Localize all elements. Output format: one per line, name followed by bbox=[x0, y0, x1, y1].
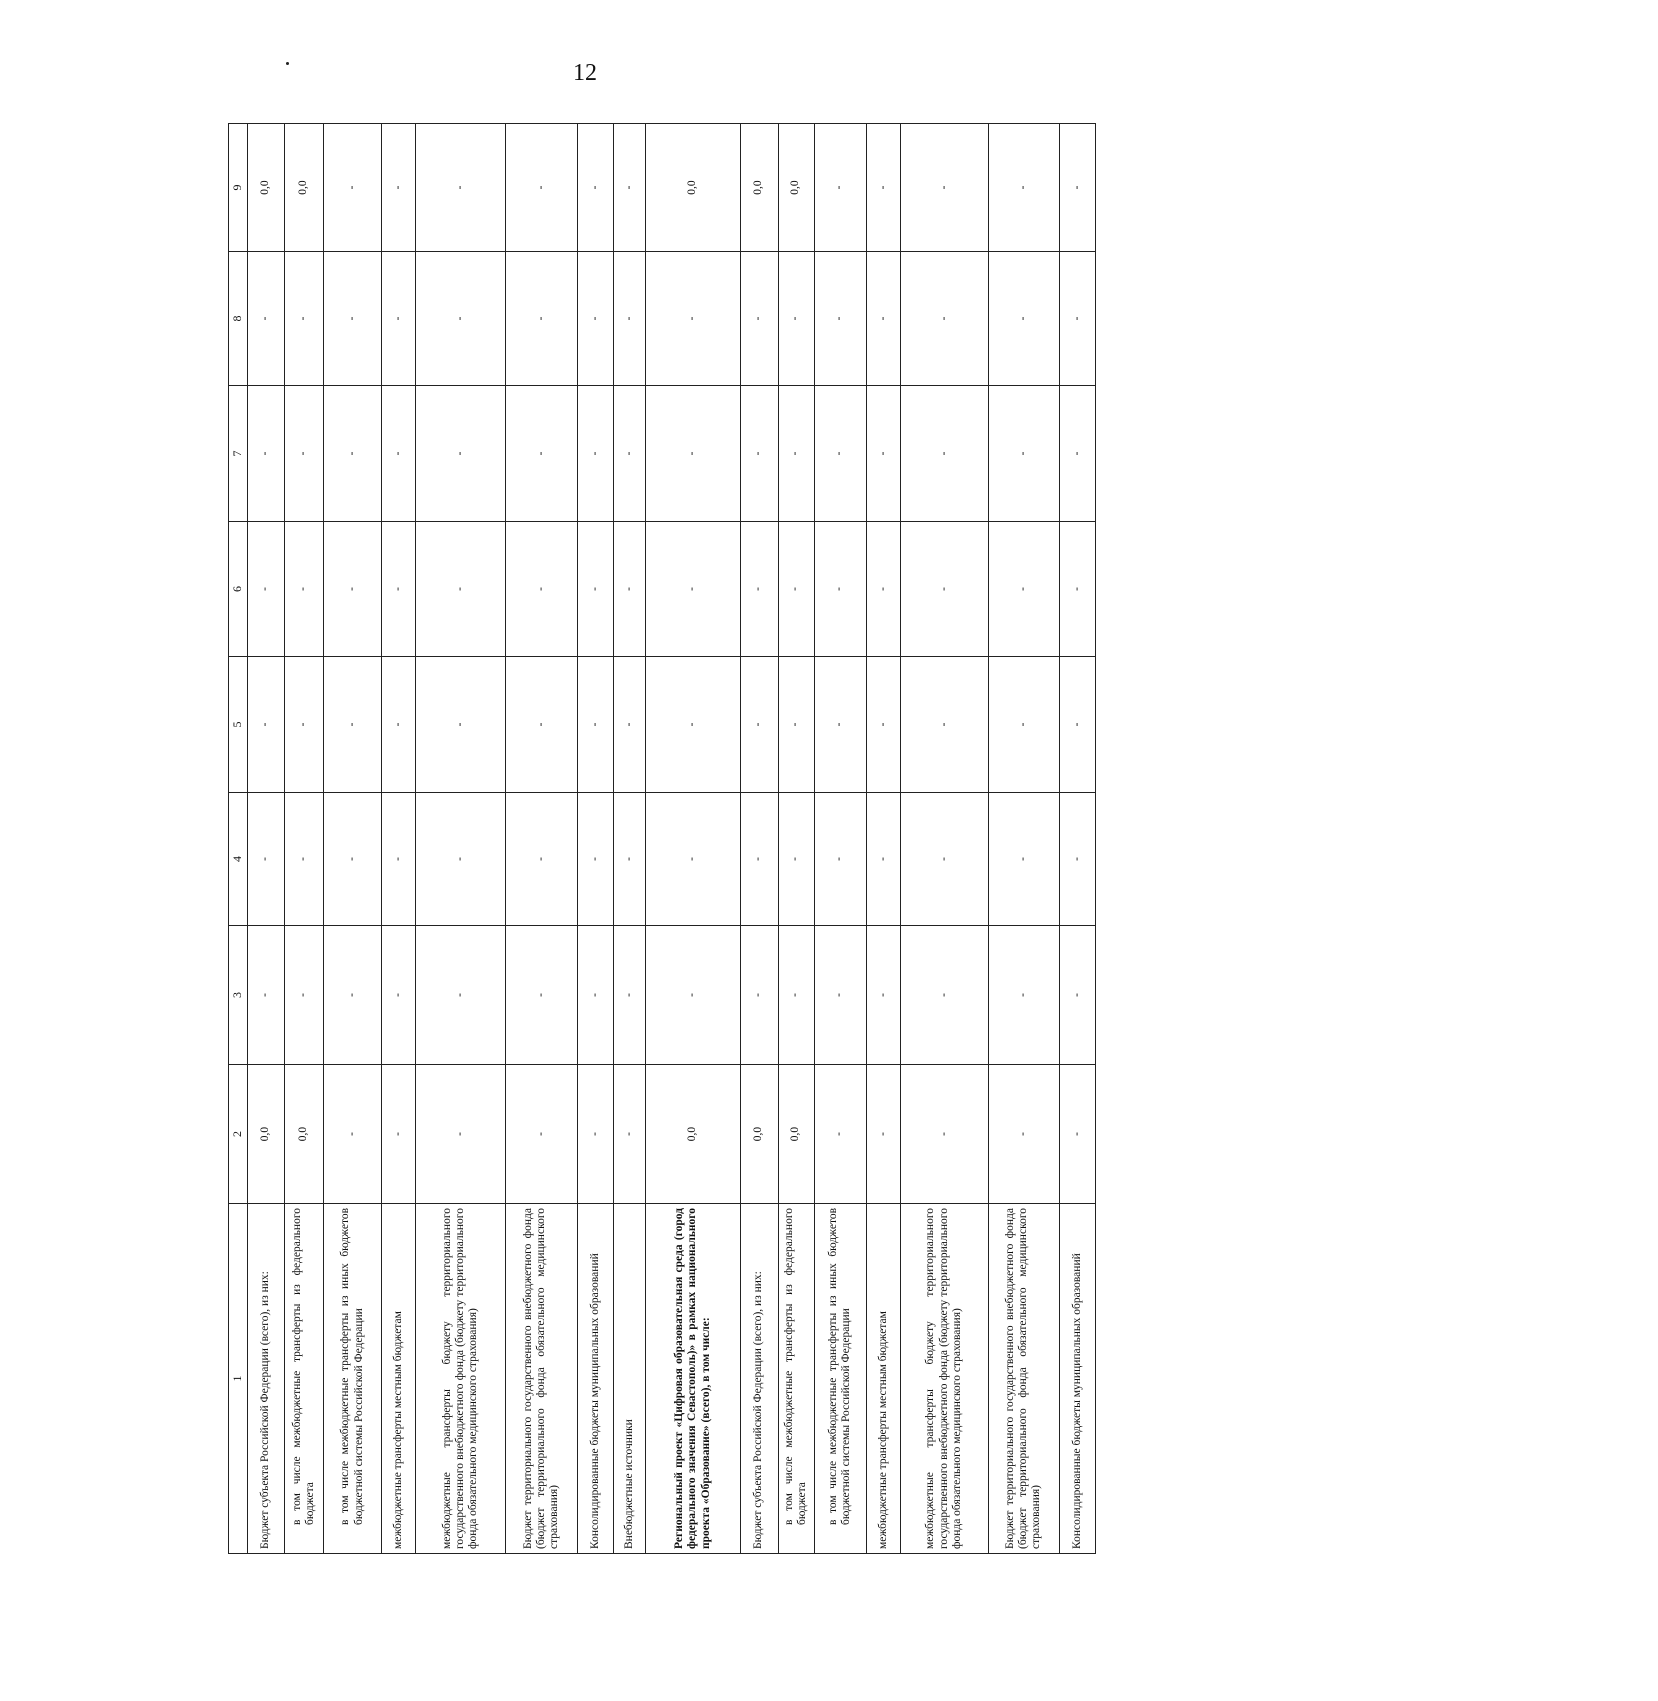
value-cell: - bbox=[248, 522, 285, 657]
value-cell: - bbox=[382, 386, 416, 522]
value-cell: - bbox=[382, 252, 416, 386]
value-cell: - bbox=[614, 926, 646, 1065]
col-header: 8 bbox=[229, 252, 248, 386]
table-row bbox=[1059, 124, 1095, 1554]
value-cell: - bbox=[866, 926, 900, 1065]
table-row bbox=[324, 124, 382, 1554]
value-cell: - bbox=[578, 252, 614, 386]
value-cell: - bbox=[506, 1065, 578, 1204]
row-label: Региональный проект «Цифровая образовательная среда (город федерального значения Севастополь)» в рамках национального проекта «Образование» (всего), в том числе: bbox=[646, 1204, 740, 1554]
value-cell: - bbox=[416, 926, 506, 1065]
table-row bbox=[740, 124, 778, 1554]
value-cell: - bbox=[778, 926, 814, 1065]
value-cell: - bbox=[614, 1065, 646, 1204]
value-cell: - bbox=[324, 657, 382, 793]
value-cell: - bbox=[778, 386, 814, 522]
value-cell: - bbox=[778, 252, 814, 386]
value-cell: - bbox=[285, 252, 324, 386]
value-cell: - bbox=[866, 1065, 900, 1204]
value-cell: - bbox=[416, 124, 506, 252]
value-cell: - bbox=[900, 657, 988, 793]
value-cell: - bbox=[578, 124, 614, 252]
value-cell: - bbox=[988, 522, 1059, 657]
value-cell: 0,0 bbox=[740, 1065, 778, 1204]
value-cell: - bbox=[506, 926, 578, 1065]
value-cell: - bbox=[324, 386, 382, 522]
value-cell: - bbox=[900, 1065, 988, 1204]
value-cell: - bbox=[382, 793, 416, 926]
value-cell: - bbox=[382, 522, 416, 657]
value-cell: - bbox=[1059, 252, 1095, 386]
table-row bbox=[248, 124, 285, 1554]
row-label: Бюджет территориального государственного внебюджетного фонда (бюджет территориального фонда обязательного медицинского страхования) bbox=[988, 1204, 1059, 1554]
value-cell: - bbox=[646, 657, 740, 793]
col-header: 4 bbox=[229, 793, 248, 926]
value-cell: - bbox=[248, 926, 285, 1065]
value-cell: - bbox=[248, 657, 285, 793]
value-cell: - bbox=[866, 252, 900, 386]
dot-mark bbox=[286, 62, 289, 65]
value-cell: - bbox=[382, 124, 416, 252]
value-cell: - bbox=[814, 252, 866, 386]
value-cell: - bbox=[382, 657, 416, 793]
value-cell: - bbox=[614, 522, 646, 657]
value-cell: - bbox=[1059, 386, 1095, 522]
value-cell: - bbox=[646, 386, 740, 522]
value-cell: - bbox=[988, 124, 1059, 252]
value-cell: - bbox=[506, 386, 578, 522]
row-label: в том числе межбюджетные трансферты из иных бюджетов бюджетной системы Российской Федерации bbox=[324, 1204, 382, 1554]
row-label: в том числе межбюджетные трансферты из федерального бюджета bbox=[778, 1204, 814, 1554]
value-cell: - bbox=[1059, 657, 1095, 793]
value-cell: - bbox=[900, 793, 988, 926]
value-cell: - bbox=[900, 124, 988, 252]
value-cell: - bbox=[1059, 124, 1095, 252]
row-label: межбюджетные трансферты местным бюджетам bbox=[382, 1204, 416, 1554]
value-cell: - bbox=[646, 926, 740, 1065]
value-cell: - bbox=[988, 793, 1059, 926]
value-cell: - bbox=[324, 252, 382, 386]
value-cell: - bbox=[614, 252, 646, 386]
value-cell: - bbox=[578, 522, 614, 657]
value-cell: - bbox=[814, 124, 866, 252]
value-cell: - bbox=[248, 386, 285, 522]
value-cell: - bbox=[324, 522, 382, 657]
table-row bbox=[814, 124, 866, 1554]
table-row bbox=[614, 124, 646, 1554]
value-cell: - bbox=[988, 1065, 1059, 1204]
value-cell: - bbox=[324, 793, 382, 926]
row-label: Бюджет территориального государственного внебюджетного фонда (бюджет территориального фонда обязательного медицинского страхования) bbox=[506, 1204, 578, 1554]
value-cell: - bbox=[506, 522, 578, 657]
table-row bbox=[578, 124, 614, 1554]
row-label: Бюджет субъекта Российской Федерации (всего), из них: bbox=[740, 1204, 778, 1554]
value-cell: - bbox=[814, 1065, 866, 1204]
value-cell: - bbox=[285, 386, 324, 522]
value-cell: - bbox=[416, 386, 506, 522]
value-cell: - bbox=[900, 252, 988, 386]
value-cell: - bbox=[814, 657, 866, 793]
value-cell: - bbox=[814, 386, 866, 522]
value-cell: - bbox=[614, 793, 646, 926]
value-cell: - bbox=[382, 1065, 416, 1204]
value-cell: - bbox=[814, 926, 866, 1065]
value-cell: - bbox=[382, 926, 416, 1065]
col-header: 7 bbox=[229, 386, 248, 522]
value-cell: 0,0 bbox=[646, 124, 740, 252]
col-header: 6 bbox=[229, 522, 248, 657]
table-header bbox=[229, 124, 248, 1554]
value-cell: 0,0 bbox=[778, 124, 814, 252]
value-cell: - bbox=[578, 1065, 614, 1204]
value-cell: - bbox=[988, 252, 1059, 386]
value-cell: - bbox=[778, 793, 814, 926]
value-cell: - bbox=[248, 252, 285, 386]
value-cell: - bbox=[988, 926, 1059, 1065]
col-header: 3 bbox=[229, 926, 248, 1065]
value-cell: - bbox=[416, 522, 506, 657]
value-cell: - bbox=[646, 252, 740, 386]
value-cell: - bbox=[814, 793, 866, 926]
value-cell: - bbox=[866, 793, 900, 926]
row-label: межбюджетные трансферты местным бюджетам bbox=[866, 1204, 900, 1554]
value-cell: - bbox=[416, 1065, 506, 1204]
value-cell: - bbox=[646, 793, 740, 926]
value-cell: - bbox=[614, 124, 646, 252]
value-cell: - bbox=[866, 124, 900, 252]
row-label: межбюджетные трансферты бюджету территориального государственного внебюджетного фонда (бюджету территориального фонда обязательного медицинского страхования) bbox=[416, 1204, 506, 1554]
row-label: Консолидированные бюджеты муниципальных образований bbox=[1059, 1204, 1095, 1554]
value-cell: - bbox=[988, 386, 1059, 522]
value-cell: - bbox=[324, 1065, 382, 1204]
value-cell: - bbox=[740, 386, 778, 522]
table-row bbox=[285, 124, 324, 1554]
col-header: 5 bbox=[229, 657, 248, 793]
value-cell: 0,0 bbox=[248, 124, 285, 252]
value-cell: - bbox=[900, 522, 988, 657]
value-cell: - bbox=[285, 522, 324, 657]
col-header: 1 bbox=[229, 1204, 248, 1554]
value-cell: - bbox=[778, 657, 814, 793]
value-cell: - bbox=[285, 793, 324, 926]
row-label: Бюджет субъекта Российской Федерации (всего), из них: bbox=[248, 1204, 285, 1554]
row-label: в том числе межбюджетные трансферты из федерального бюджета bbox=[285, 1204, 324, 1554]
table-body bbox=[248, 124, 1096, 1554]
row-label: межбюджетные трансферты бюджету территориального государственного внебюджетного фонда (бюджету территориального фонда обязательного медицинского страхования) bbox=[900, 1204, 988, 1554]
value-cell: - bbox=[578, 386, 614, 522]
value-cell: - bbox=[578, 657, 614, 793]
value-cell: - bbox=[740, 252, 778, 386]
table-row bbox=[382, 124, 416, 1554]
rotated-table-frame bbox=[228, 124, 1658, 1549]
value-cell: - bbox=[285, 926, 324, 1065]
value-cell: - bbox=[866, 386, 900, 522]
row-label: Внебюджетные источники bbox=[614, 1204, 646, 1554]
value-cell: - bbox=[285, 657, 324, 793]
value-cell: - bbox=[740, 793, 778, 926]
value-cell: 0,0 bbox=[248, 1065, 285, 1204]
value-cell: - bbox=[900, 926, 988, 1065]
value-cell: - bbox=[740, 657, 778, 793]
value-cell: - bbox=[416, 793, 506, 926]
value-cell: - bbox=[248, 793, 285, 926]
value-cell: - bbox=[506, 124, 578, 252]
row-label: Консолидированные бюджеты муниципальных образований bbox=[578, 1204, 614, 1554]
value-cell: - bbox=[866, 657, 900, 793]
value-cell: - bbox=[646, 522, 740, 657]
value-cell: - bbox=[324, 926, 382, 1065]
value-cell: - bbox=[988, 657, 1059, 793]
value-cell: - bbox=[1059, 1065, 1095, 1204]
value-cell: - bbox=[578, 793, 614, 926]
value-cell: - bbox=[1059, 522, 1095, 657]
value-cell: 0,0 bbox=[646, 1065, 740, 1204]
value-cell: - bbox=[416, 252, 506, 386]
value-cell: - bbox=[614, 657, 646, 793]
value-cell: 0,0 bbox=[778, 1065, 814, 1204]
value-cell: 0,0 bbox=[740, 124, 778, 252]
value-cell: - bbox=[814, 522, 866, 657]
value-cell: 0,0 bbox=[285, 124, 324, 252]
page-number: 12 bbox=[573, 60, 597, 86]
value-cell: - bbox=[324, 124, 382, 252]
table-row bbox=[646, 124, 740, 1554]
table-row bbox=[900, 124, 988, 1554]
value-cell: - bbox=[416, 657, 506, 793]
value-cell: - bbox=[614, 386, 646, 522]
value-cell: - bbox=[740, 522, 778, 657]
table-row bbox=[506, 124, 578, 1554]
value-cell: - bbox=[740, 926, 778, 1065]
value-cell: - bbox=[900, 386, 988, 522]
value-cell: - bbox=[578, 926, 614, 1065]
value-cell: 0,0 bbox=[285, 1065, 324, 1204]
row-label: в том числе межбюджетные трансферты из иных бюджетов бюджетной системы Российской Федерации bbox=[814, 1204, 866, 1554]
value-cell: - bbox=[778, 522, 814, 657]
table-row bbox=[866, 124, 900, 1554]
value-cell: - bbox=[506, 793, 578, 926]
col-header: 2 bbox=[229, 1065, 248, 1204]
table-row bbox=[416, 124, 506, 1554]
col-header: 9 bbox=[229, 124, 248, 252]
table-row bbox=[988, 124, 1059, 1554]
value-cell: - bbox=[866, 522, 900, 657]
value-cell: - bbox=[506, 657, 578, 793]
value-cell: - bbox=[506, 252, 578, 386]
value-cell: - bbox=[1059, 926, 1095, 1065]
budget-table bbox=[228, 123, 1096, 1554]
table-row bbox=[778, 124, 814, 1554]
value-cell: - bbox=[1059, 793, 1095, 926]
